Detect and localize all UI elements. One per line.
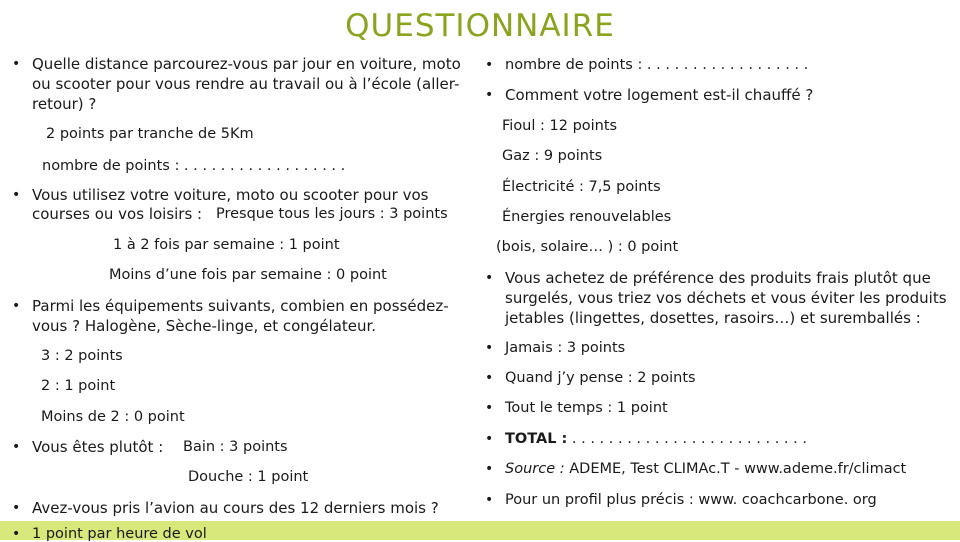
- answer-consumption-never: • Jamais : 3 points: [505, 339, 625, 357]
- question-usage-line2: courses ou vos loisirs :: [32, 205, 203, 223]
- answer-heating-renewable: Énergies renouvelables: [502, 209, 672, 225]
- question-distance-line2: ou scooter pour vous rendre au travail ou à l’école (aller-: [32, 75, 460, 93]
- answer-plane-cutoff: • 1 point par heure de vol: [32, 526, 207, 542]
- answer-heating-fioul: Fioul : 12 points: [502, 118, 618, 134]
- total-dots: . . . . . . . . . . . . . . . . . . . . . . . . . .: [567, 431, 807, 447]
- question-consumption-line3: jetables (lingettes, dosettes, rasoirs…) et suremballés :: [505, 309, 921, 327]
- question-consumption-line1: • Vous achetez de préférence des produits frais plutôt que: [505, 269, 931, 287]
- answer-equipment-2: 2 : 1 point: [41, 378, 116, 394]
- question-equipment-line1: • Parmi les équipements suivants, combien en possédez-: [32, 297, 449, 315]
- profile-link-line: • Pour un profil plus précis : www. coachcarbone. org: [505, 491, 877, 509]
- question-hygiene: • Vous êtes plutôt :: [32, 438, 163, 456]
- answer-distance-points: 2 points par tranche de 5Km: [46, 126, 254, 142]
- question-distance-line1: • Quelle distance parcourez-vous par jour en voiture, moto: [32, 55, 461, 73]
- answer-usage-weekly: 1 à 2 fois par semaine : 1 point: [113, 237, 340, 253]
- answer-equipment-3: 3 : 2 points: [41, 348, 123, 364]
- question-plane: • Avez-vous pris l’avion au cours des 12 derniers mois ?: [32, 499, 439, 517]
- answer-usage-daily: Presque tous les jours : 3 points: [216, 206, 448, 222]
- total-line: [505, 430, 807, 448]
- question-equipment-line2: vous ? Halogène, Sèche-linge, et congélateur.: [32, 317, 377, 335]
- total-label: TOTAL :: [505, 431, 568, 447]
- answer-consumption-sometimes: • Quand j’y pense : 2 points: [505, 369, 696, 387]
- question-usage-line1: • Vous utilisez votre voiture, moto ou scooter pour vos: [32, 186, 428, 204]
- question-distance-line3: retour) ?: [32, 95, 97, 113]
- source-line: [505, 460, 906, 478]
- answer-heating-renewable-detail: (bois, solaire… ) : 0 point: [496, 239, 679, 255]
- answer-usage-rare: Moins d’une fois par semaine : 0 point: [109, 267, 387, 283]
- source-label: Source :: [505, 461, 565, 477]
- page-title: QUESTIONNAIRE: [345, 8, 615, 44]
- answer-heating-gaz: Gaz : 9 points: [502, 148, 603, 164]
- answer-consumption-always: • Tout le temps : 1 point: [505, 399, 668, 417]
- source-text: ADEME, Test CLIMAc.T - www.ademe.fr/climact: [564, 461, 907, 477]
- question-heating: • Comment votre logement est-il chauffé ?: [505, 86, 813, 104]
- answer-hygiene-bath: Bain : 3 points: [183, 439, 288, 455]
- answer-heating-electricity: Électricité : 7,5 points: [502, 179, 661, 195]
- question-consumption-line2: surgelés, vous triez vos déchets et vous éviter les produits: [505, 289, 947, 307]
- answer-distance-total: nombre de points : . . . . . . . . . . . . . . . . . .: [42, 158, 346, 174]
- right-points-total: • nombre de points : . . . . . . . . . . . . . . . . . .: [505, 56, 808, 74]
- answer-equipment-less: Moins de 2 : 0 point: [41, 409, 185, 425]
- answer-hygiene-shower: Douche : 1 point: [188, 469, 309, 485]
